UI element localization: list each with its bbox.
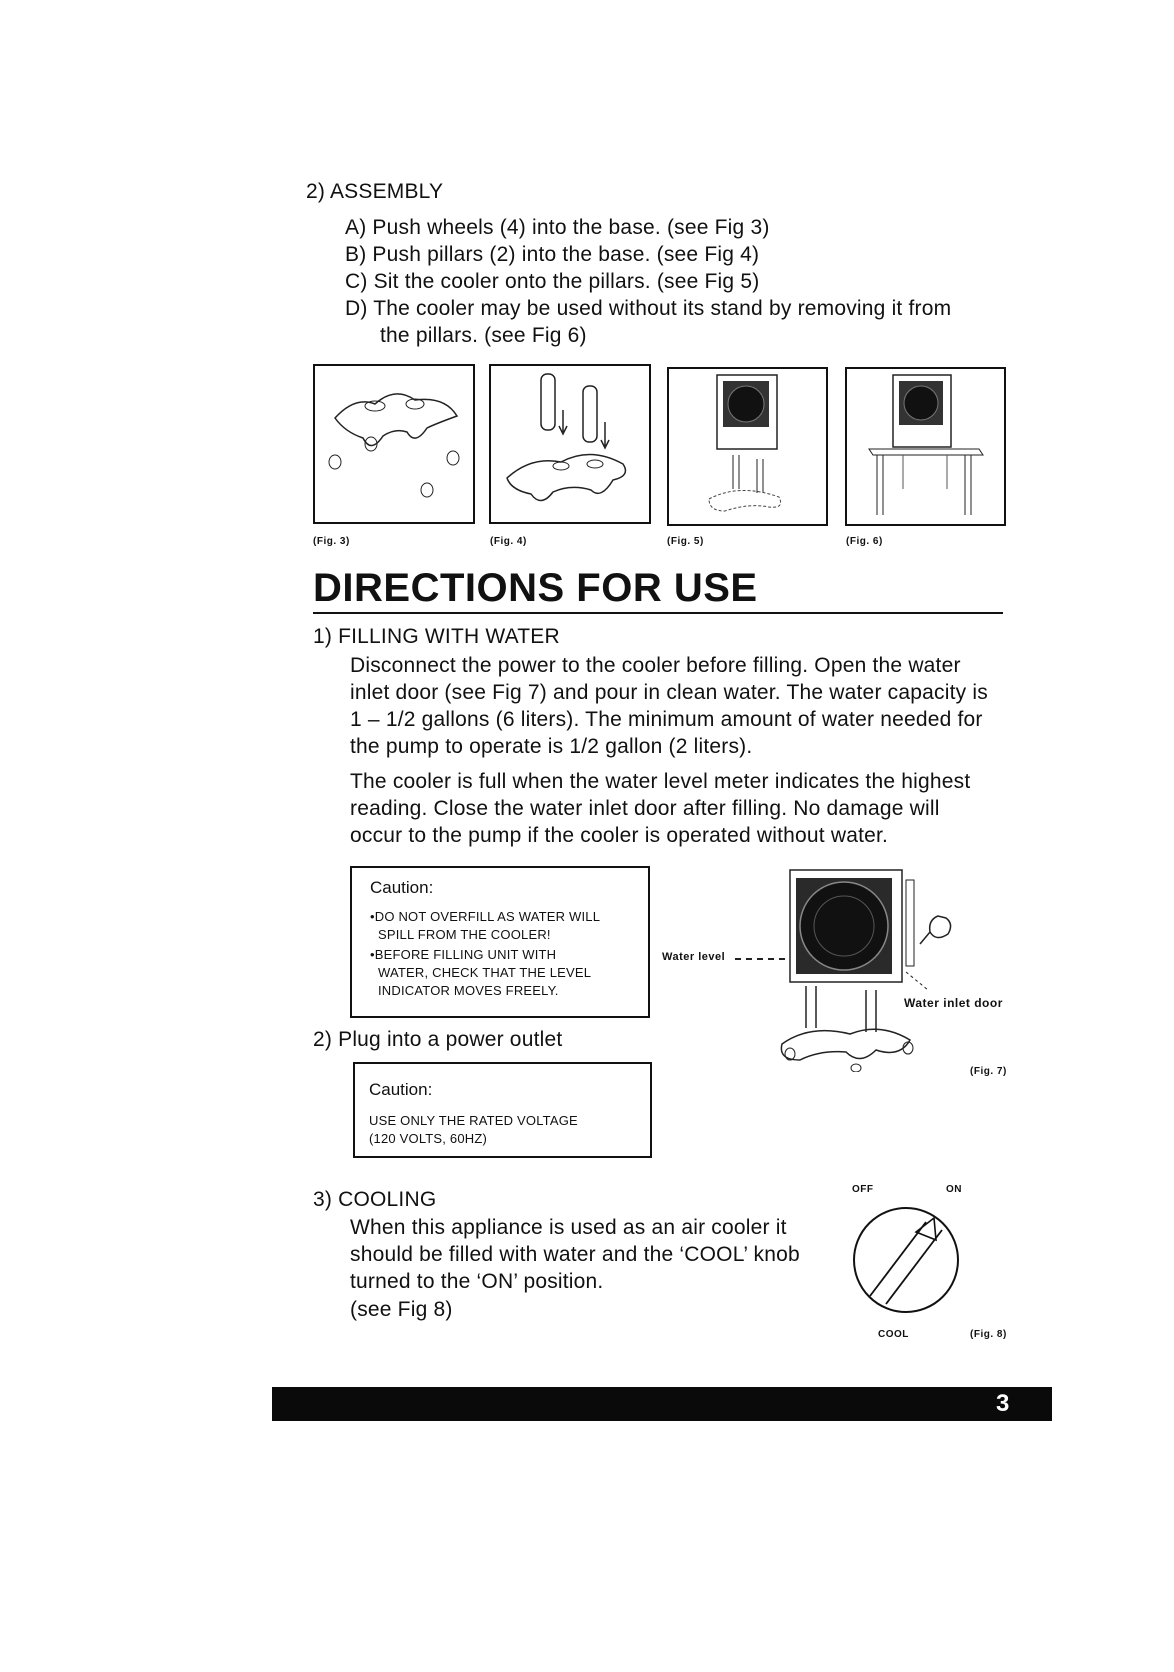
knob-on-label: ON [946, 1184, 962, 1195]
pillars-into-base-icon [491, 366, 649, 522]
plug-caution-box [353, 1062, 652, 1158]
assembly-step-d: D) The cooler may be used without its stand by removing it from [345, 297, 952, 320]
filling-caution-box [350, 866, 650, 1018]
water-level-leader [735, 958, 785, 960]
caution-line: •DO NOT OVERFILL AS WATER WILL [370, 909, 601, 924]
fig7-label: (Fig. 7) [970, 1066, 1007, 1077]
fig7-water-inlet-label: Water inlet door [904, 996, 1003, 1010]
knob-dial-icon [846, 1200, 966, 1320]
cool-knob [846, 1200, 966, 1320]
fig5-label: (Fig. 5) [667, 536, 704, 547]
assembly-step-b: B) Push pillars (2) into the base. (see Fig 4) [345, 243, 760, 266]
fig6-cooler-on-table [845, 367, 1006, 526]
caution-line: WATER, CHECK THAT THE LEVEL [378, 965, 592, 980]
filling-para2-line2: reading. Close the water inlet door after filling. No damage will [350, 797, 940, 820]
base-with-wheels-icon [315, 366, 473, 522]
caution-line: INDICATOR MOVES FREELY. [378, 983, 559, 998]
filling-para2-line3: occur to the pump if the cooler is operated without water. [350, 824, 889, 847]
fig3-label: (Fig. 3) [313, 536, 350, 547]
cooling-heading: 3) COOLING [313, 1188, 437, 1211]
fig6-label: (Fig. 6) [846, 536, 883, 547]
caution-title: Caution: [370, 878, 434, 897]
caution-line: SPILL FROM THE COOLER! [378, 927, 551, 942]
filling-para1-line1: Disconnect the power to the cooler before filling. Open the water [350, 654, 961, 677]
filling-para1-line4: the pump to operate is 1/2 gallon (2 liters). [350, 735, 753, 758]
assembly-heading: 2) ASSEMBLY [306, 180, 444, 203]
fig3-wheels-base [313, 364, 475, 524]
assembly-step-d-cont: the pillars. (see Fig 6) [380, 324, 587, 347]
filling-heading: 1) FILLING WITH WATER [313, 625, 560, 648]
caution-title: Caution: [369, 1080, 433, 1099]
filling-para1-line3: 1 – 1/2 gallons (6 liters). The minimum amount of water needed for [350, 708, 983, 731]
title-rule [313, 612, 1003, 614]
caution-line: USE ONLY THE RATED VOLTAGE [369, 1113, 578, 1128]
cooling-line2: should be filled with water and the ‘COOL’ knob [350, 1243, 800, 1266]
cooler-on-pillars-icon [669, 369, 826, 524]
filling-para2-line1: The cooler is full when the water level meter indicates the highest [350, 770, 971, 793]
assembly-step-a: A) Push wheels (4) into the base. (see Fig 3) [345, 216, 770, 239]
plug-heading: 2) Plug into a power outlet [313, 1028, 563, 1051]
caution-line: •BEFORE FILLING UNIT WITH [370, 947, 557, 962]
directions-title: DIRECTIONS FOR USE [313, 566, 758, 610]
filling-para1-line2: inlet door (see Fig 7) and pour in clean water. The water capacity is [350, 681, 988, 704]
fig8-label: (Fig. 8) [970, 1329, 1007, 1340]
fig4-pillars-base [489, 364, 651, 524]
fig5-cooler-on-pillars [667, 367, 828, 526]
page-number: 3 [996, 1390, 1010, 1417]
assembly-step-c: C) Sit the cooler onto the pillars. (see Fig 5) [345, 270, 760, 293]
fig4-label: (Fig. 4) [490, 536, 527, 547]
cooling-line3: turned to the ‘ON’ position. [350, 1270, 604, 1293]
fig7-cooler-drawing [760, 862, 960, 1072]
fig7-water-level-label: Water level [662, 951, 726, 963]
cooling-line1: When this appliance is used as an air cooler it [350, 1216, 787, 1239]
footer-bar [272, 1387, 1052, 1421]
knob-cool-label: COOL [878, 1329, 909, 1340]
knob-off-label: OFF [852, 1184, 874, 1195]
cooling-line4: (see Fig 8) [350, 1298, 453, 1321]
cooler-on-table-icon [847, 369, 1004, 524]
caution-line: (120 VOLTS, 60HZ) [369, 1131, 488, 1146]
evaporative-cooler-icon [760, 862, 960, 1072]
